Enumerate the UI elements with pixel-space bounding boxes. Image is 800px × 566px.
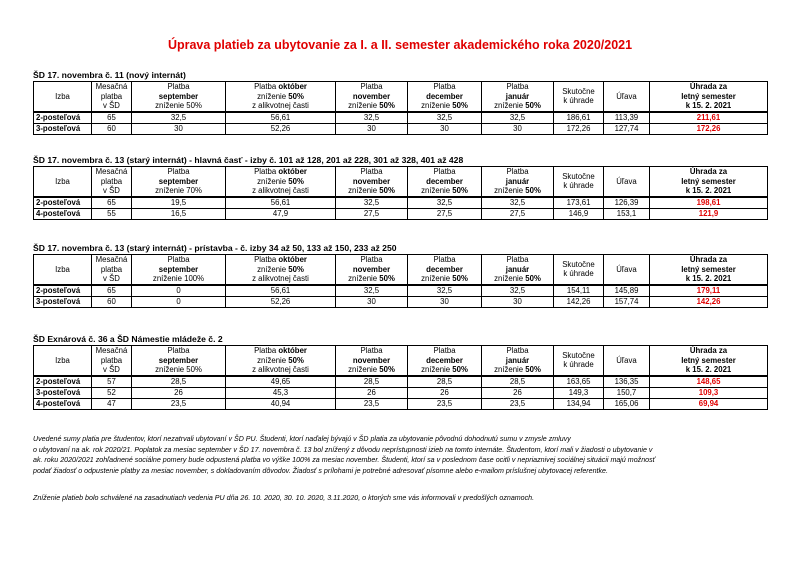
section-3 — [33, 243, 767, 308]
header-uhrada — [650, 346, 768, 376]
header-text: k 15. 2. 2021 — [685, 101, 732, 110]
table-cell: 52 — [92, 387, 132, 398]
table-cell: 27,5 — [336, 208, 408, 219]
header-text: zníženie — [257, 176, 287, 186]
header-izba — [34, 167, 92, 197]
header-text: v ŠD — [103, 274, 120, 283]
table-cell: 28,5 — [408, 376, 482, 388]
header-januar — [482, 255, 554, 285]
header-text: zníženie 50% — [155, 101, 202, 110]
table-cell: 26 — [336, 387, 408, 398]
table-cell: 32,5 — [408, 197, 482, 209]
header-text: zníženie — [348, 365, 378, 374]
table-cell: 26 — [132, 387, 226, 398]
header-text: Platba — [167, 82, 190, 91]
header-text: platba — [100, 176, 123, 186]
table-cell: 16,5 — [132, 208, 226, 219]
header-text: letný semester — [681, 176, 736, 186]
table-cell: 126,39 — [604, 197, 650, 209]
table-cell: 30 — [132, 123, 226, 134]
header-text: Skutočne — [562, 171, 595, 181]
header-text: 50% — [525, 274, 541, 283]
section-2 — [33, 155, 767, 220]
header-text: zníženie — [494, 365, 524, 374]
header-text: september — [158, 355, 199, 365]
table-cell: 57 — [92, 376, 132, 388]
table-cell: 32,5 — [408, 112, 482, 124]
header-text: 50% — [452, 365, 468, 374]
header-text: Platba — [167, 255, 190, 264]
header-uhrada — [650, 255, 768, 285]
header-text: Platba — [167, 346, 190, 355]
header-text: Úľava — [616, 176, 637, 186]
header-text: 50% — [525, 186, 541, 195]
header-text: k 15. 2. 2021 — [685, 274, 732, 283]
table-cell: 65 — [92, 112, 132, 124]
header-text: k 15. 2. 2021 — [685, 186, 732, 195]
header-text: Platba — [360, 346, 383, 355]
table-header-row — [34, 346, 768, 376]
header-text: Platba — [506, 167, 529, 176]
table-cell: 146,9 — [554, 208, 604, 219]
header-december — [408, 346, 482, 376]
header-text: zníženie — [494, 274, 524, 283]
table-cell: 32,5 — [336, 197, 408, 209]
table-header-row — [34, 82, 768, 112]
summer-payment-cell: 172,26 — [650, 123, 768, 134]
header-oktober — [226, 346, 336, 376]
table-cell: 30 — [482, 296, 554, 307]
header-text: zníženie — [348, 274, 378, 283]
table-cell: 23,5 — [408, 398, 482, 409]
header-text: 50% — [288, 264, 304, 274]
table-cell: 32,5 — [336, 112, 408, 124]
note-paragraph — [33, 434, 773, 476]
table-cell: 136,35 — [604, 376, 650, 388]
header-text: 50% — [288, 91, 304, 101]
header-september — [132, 82, 226, 112]
table-cell: 47 — [92, 398, 132, 409]
header-skutocne — [554, 346, 604, 376]
header-text: zníženie — [494, 186, 524, 195]
header-text: k 15. 2. 2021 — [685, 365, 732, 374]
header-september — [132, 255, 226, 285]
header-text: 50% — [379, 274, 395, 283]
header-text: Skutočne — [562, 350, 595, 360]
header-ulava — [604, 346, 650, 376]
room-type-cell: 4-posteľová — [34, 398, 92, 409]
table-cell: 28,5 — [336, 376, 408, 388]
table-cell: 23,5 — [482, 398, 554, 409]
table-cell: 145,89 — [604, 285, 650, 297]
payment-table — [33, 345, 768, 410]
table-cell: 52,26 — [226, 296, 336, 307]
header-text: v ŠD — [103, 186, 120, 195]
header-text: zníženie 50% — [155, 365, 202, 374]
table-cell: 65 — [92, 197, 132, 209]
header-januar — [482, 167, 554, 197]
note-line: o ubytovaní na ak. rok 2020/21. Poplatok za mesiac september v ŠD 17. novembra č. 13 bol znížený z dôvodu neprístupnosti izieb na tomto internáte. Študentom, ktorí mali v žiadosti o ubytovanie v — [33, 445, 653, 454]
table-row — [34, 376, 768, 388]
header-text: november — [352, 355, 391, 365]
table-cell: 56,61 — [226, 112, 336, 124]
header-text: Platba — [360, 255, 383, 264]
room-type-cell: 3-posteľová — [34, 296, 92, 307]
header-text: Platba — [433, 255, 456, 264]
header-text: december — [426, 176, 463, 186]
table-cell: 30 — [408, 123, 482, 134]
summer-payment-cell: 179,11 — [650, 285, 768, 297]
table-cell: 56,61 — [226, 197, 336, 209]
header-januar — [482, 346, 554, 376]
header-izba — [34, 346, 92, 376]
table-cell: 153,1 — [604, 208, 650, 219]
header-text: Izba — [55, 355, 70, 365]
header-text: január — [505, 176, 530, 186]
header-text: zníženie 100% — [152, 274, 205, 283]
room-type-cell: 4-posteľová — [34, 208, 92, 219]
table-row — [34, 197, 768, 209]
table-cell: 165,06 — [604, 398, 650, 409]
header-text: zníženie — [348, 101, 378, 110]
room-type-cell: 3-posteľová — [34, 387, 92, 398]
table-cell: 186,61 — [554, 112, 604, 124]
header-text: september — [158, 264, 199, 274]
header-text: november — [352, 91, 391, 101]
header-text: zníženie 70% — [155, 186, 202, 195]
header-text: z alikvotnej časti — [252, 274, 309, 283]
table-cell: 27,5 — [482, 208, 554, 219]
table-cell: 157,74 — [604, 296, 650, 307]
table-cell: 150,7 — [604, 387, 650, 398]
header-text: 50% — [525, 365, 541, 374]
header-text: november — [352, 176, 391, 186]
header-text: Úhrada za — [689, 82, 728, 91]
table-header-row — [34, 255, 768, 285]
header-text: Úľava — [616, 264, 637, 274]
table-cell: 154,11 — [554, 285, 604, 297]
header-text: Platba — [254, 167, 277, 176]
table-cell: 28,5 — [482, 376, 554, 388]
table-cell: 30 — [482, 123, 554, 134]
header-text: zníženie — [257, 355, 287, 365]
header-text: k úhrade — [563, 360, 594, 370]
table-cell: 149,3 — [554, 387, 604, 398]
header-skutocne — [554, 255, 604, 285]
payment-table — [33, 166, 768, 220]
header-text: november — [352, 264, 391, 274]
header-izba — [34, 255, 92, 285]
table-cell: 52,26 — [226, 123, 336, 134]
table-cell: 0 — [132, 296, 226, 307]
table-cell: 172,26 — [554, 123, 604, 134]
table-cell: 32,5 — [132, 112, 226, 124]
room-type-cell: 2-posteľová — [34, 285, 92, 297]
header-skutocne — [554, 167, 604, 197]
header-text: zníženie — [421, 365, 451, 374]
header-oktober — [226, 255, 336, 285]
header-text: 50% — [288, 176, 304, 186]
table-cell: 40,94 — [226, 398, 336, 409]
header-text: Izba — [55, 91, 70, 101]
section-1 — [33, 70, 767, 135]
header-text: platba — [100, 91, 123, 101]
header-text: z alikvotnej časti — [252, 101, 309, 110]
header-text: zníženie — [348, 186, 378, 195]
header-text: Platba — [360, 82, 383, 91]
table-cell: 32,5 — [336, 285, 408, 297]
header-skutocne — [554, 82, 604, 112]
header-text: zníženie — [421, 101, 451, 110]
header-text: Úhrada za — [689, 346, 728, 355]
header-text: Úľava — [616, 355, 637, 365]
table-cell: 27,5 — [408, 208, 482, 219]
header-text: 50% — [379, 365, 395, 374]
approval-note: Zníženie platieb bolo schválené na zasadnutiach vedenia PU dňa 26. 10. 2020, 30. 10. 2020, 3.11.2020, o ktorých sme vás informovali v predošlých oznamoch. — [33, 494, 535, 502]
header-text: zníženie — [257, 264, 287, 274]
header-text: Skutočne — [562, 86, 595, 96]
header-text: Platba — [167, 167, 190, 176]
note-line: ak. roku 2020/2021 zohľadnené sociálne pomery bude odpustená platba vo výške 100% za mesiac november. Študenti, ktorí sa v poslednom čase ocitli v nepriaznivej sociálnej situácii majú možnosť — [33, 456, 656, 465]
header-november — [336, 255, 408, 285]
header-text: december — [426, 264, 463, 274]
header-text: letný semester — [681, 264, 736, 274]
header-text: zníženie — [494, 101, 524, 110]
header-izba — [34, 82, 92, 112]
header-december — [408, 255, 482, 285]
header-september — [132, 346, 226, 376]
table-cell: 30 — [408, 296, 482, 307]
table-cell: 32,5 — [408, 285, 482, 297]
table-cell: 173,61 — [554, 197, 604, 209]
summer-payment-cell: 142,26 — [650, 296, 768, 307]
header-november — [336, 82, 408, 112]
note-line: Uvedené sumy platia pre študentov, ktorí nezatrvali ubytovaní v ŠD PU. Študenti, ktorí naďalej bývajú v ŠD platia za ubytovanie pôvodnú dohodnutú sumu v zmysle zmluvy — [33, 435, 571, 443]
header-text: január — [505, 264, 530, 274]
header-mesacna — [92, 167, 132, 197]
header-ulava — [604, 167, 650, 197]
table-row — [34, 398, 768, 409]
table-cell: 55 — [92, 208, 132, 219]
header-december — [408, 82, 482, 112]
header-text: Platba — [433, 82, 456, 91]
header-text: Platba — [433, 346, 456, 355]
summer-payment-cell: 198,61 — [650, 197, 768, 209]
header-text: 50% — [379, 186, 395, 195]
table-cell: 47,9 — [226, 208, 336, 219]
table-cell: 49,65 — [226, 376, 336, 388]
table-cell: 26 — [482, 387, 554, 398]
table-cell: 163,65 — [554, 376, 604, 388]
header-text: Platba — [506, 255, 529, 264]
header-text: 50% — [452, 186, 468, 195]
header-text: z alikvotnej časti — [252, 186, 309, 195]
table-cell: 60 — [92, 296, 132, 307]
header-text: zníženie — [421, 186, 451, 195]
header-text: z alikvotnej časti — [252, 365, 309, 374]
header-uhrada — [650, 82, 768, 112]
header-text: január — [505, 91, 530, 101]
header-text: Platba — [254, 82, 277, 91]
table-cell: 19,5 — [132, 197, 226, 209]
header-text: Izba — [55, 176, 70, 186]
header-text: Úľava — [616, 91, 637, 101]
document-title: Úprava platieb za ubytovanie za I. a II. semester akademického roka 2020/2021 — [167, 38, 633, 52]
table-cell: 113,39 — [604, 112, 650, 124]
header-text: Skutočne — [562, 259, 595, 269]
section-4 — [33, 334, 767, 410]
room-type-cell: 2-posteľová — [34, 112, 92, 124]
table-row — [34, 208, 768, 219]
table-cell: 45,3 — [226, 387, 336, 398]
table-cell: 0 — [132, 285, 226, 297]
header-oktober — [226, 82, 336, 112]
header-text: v ŠD — [103, 365, 120, 374]
header-text: 50% — [525, 101, 541, 110]
header-text: zníženie — [257, 91, 287, 101]
table-cell: 30 — [336, 123, 408, 134]
table-cell: 32,5 — [482, 285, 554, 297]
header-text: zníženie — [421, 274, 451, 283]
header-text: Mesačná — [95, 255, 128, 264]
room-type-cell: 2-posteľová — [34, 197, 92, 209]
header-text: október — [278, 167, 307, 176]
header-text: Úhrada za — [689, 167, 728, 176]
header-text: december — [426, 91, 463, 101]
header-mesacna — [92, 346, 132, 376]
table-header-row — [34, 167, 768, 197]
header-text: október — [278, 255, 307, 264]
header-text: v ŠD — [103, 101, 120, 110]
header-text: september — [158, 176, 199, 186]
section-title: ŠD 17. novembra č. 13 (starý internát) - hlavná časť - izby č. 101 až 128, 201 až 228, 301 až 328, 401 až 428 — [33, 155, 464, 165]
table-row — [34, 285, 768, 297]
section-title: ŠD Exnárová č. 36 a ŠD Námestie mládeže č. 2 — [33, 334, 223, 344]
header-text: letný semester — [681, 91, 736, 101]
header-text: Platba — [254, 255, 277, 264]
header-text: k úhrade — [563, 181, 594, 191]
table-cell: 30 — [336, 296, 408, 307]
header-mesacna — [92, 82, 132, 112]
header-oktober — [226, 167, 336, 197]
header-text: október — [278, 346, 307, 355]
header-text: Platba — [433, 167, 456, 176]
table-cell: 32,5 — [482, 112, 554, 124]
table-cell: 56,61 — [226, 285, 336, 297]
header-ulava — [604, 82, 650, 112]
room-type-cell: 2-posteľová — [34, 376, 92, 388]
header-november — [336, 346, 408, 376]
header-text: Platba — [360, 167, 383, 176]
table-cell: 23,5 — [132, 398, 226, 409]
header-januar — [482, 82, 554, 112]
table-cell: 32,5 — [482, 197, 554, 209]
table-cell: 26 — [408, 387, 482, 398]
header-text: 50% — [288, 355, 304, 365]
header-text: Platba — [506, 82, 529, 91]
table-cell: 28,5 — [132, 376, 226, 388]
table-row — [34, 123, 768, 134]
header-text: k úhrade — [563, 96, 594, 106]
header-text: 50% — [379, 101, 395, 110]
table-cell: 127,74 — [604, 123, 650, 134]
summer-payment-cell: 109,3 — [650, 387, 768, 398]
summer-payment-cell: 211,61 — [650, 112, 768, 124]
header-text: 50% — [452, 101, 468, 110]
header-uhrada — [650, 167, 768, 197]
header-november — [336, 167, 408, 197]
payment-table — [33, 254, 768, 308]
header-mesacna — [92, 255, 132, 285]
table-row — [34, 296, 768, 307]
header-text: Platba — [506, 346, 529, 355]
header-september — [132, 167, 226, 197]
payment-table — [33, 81, 768, 135]
summer-payment-cell: 148,65 — [650, 376, 768, 388]
header-text: december — [426, 355, 463, 365]
header-text: k úhrade — [563, 269, 594, 279]
summer-payment-cell: 69,94 — [650, 398, 768, 409]
table-cell: 65 — [92, 285, 132, 297]
header-text: letný semester — [681, 355, 736, 365]
table-cell: 142,26 — [554, 296, 604, 307]
note-line: podať žiadosť o odpustenie platby za mesiac november, s dokladovaním dôvodov. Žiadosť s prílohami je potrebné adresovať písomne alebo e-mailom príslušnej ubytovacej referentke. — [33, 466, 608, 475]
table-cell: 134,94 — [554, 398, 604, 409]
header-december — [408, 167, 482, 197]
header-text: Mesačná — [95, 346, 128, 355]
header-text: platba — [100, 355, 123, 365]
summer-payment-cell: 121,9 — [650, 208, 768, 219]
section-title: ŠD 17. novembra č. 11 (nový internát) — [33, 70, 186, 80]
section-title: ŠD 17. novembra č. 13 (starý internát) - prístavba - č. izby 34 až 50, 133 až 150, 233 až 250 — [33, 243, 397, 253]
header-text: september — [158, 91, 199, 101]
header-text: platba — [100, 264, 123, 274]
header-text: Mesačná — [95, 167, 128, 176]
header-text: Mesačná — [95, 82, 128, 91]
header-ulava — [604, 255, 650, 285]
header-text: Platba — [254, 346, 277, 355]
table-row — [34, 387, 768, 398]
header-text: 50% — [452, 274, 468, 283]
header-text: Úhrada za — [689, 255, 728, 264]
header-text: január — [505, 355, 530, 365]
room-type-cell: 3-posteľová — [34, 123, 92, 134]
header-text: Izba — [55, 264, 70, 274]
header-text: október — [278, 82, 307, 91]
table-row — [34, 112, 768, 124]
table-cell: 23,5 — [336, 398, 408, 409]
table-cell: 60 — [92, 123, 132, 134]
